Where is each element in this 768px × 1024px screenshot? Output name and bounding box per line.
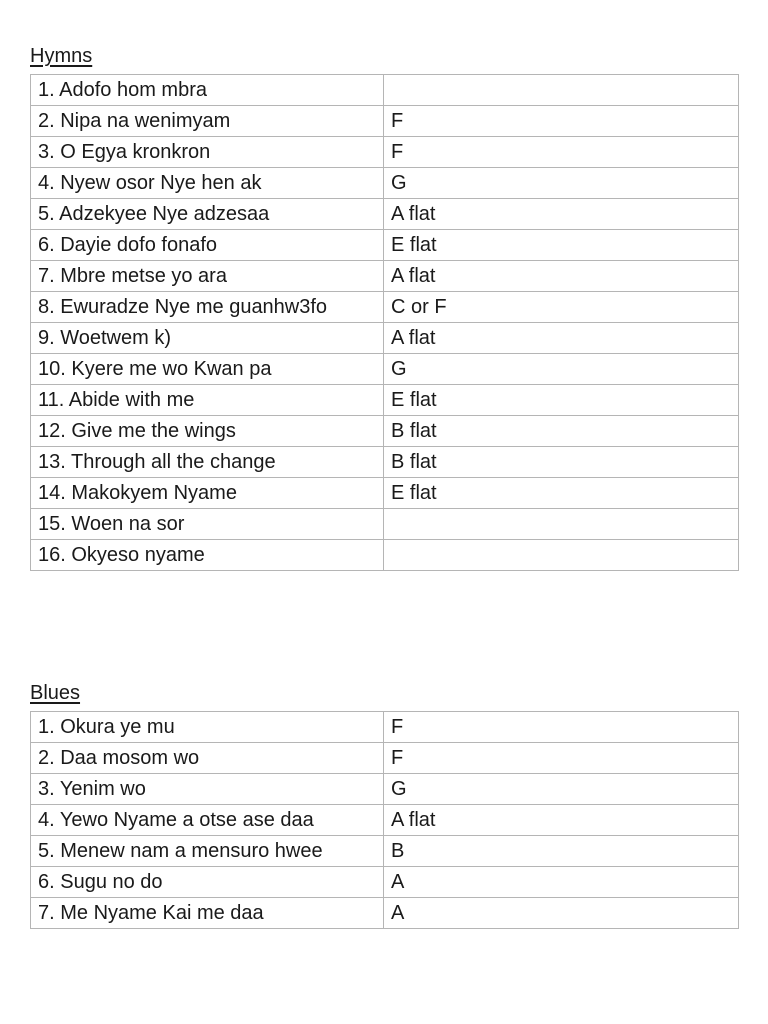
song-key-cell — [384, 75, 739, 106]
table-row — [31, 323, 739, 354]
table-row — [31, 168, 739, 199]
table-row — [31, 447, 739, 478]
song-key-cell: G — [384, 354, 739, 385]
song-title-cell: 13. Through all the change — [31, 447, 384, 478]
song-key-cell — [384, 540, 739, 571]
song-title-cell: 2. Daa mosom wo — [31, 743, 384, 774]
song-key-cell: F — [384, 712, 739, 743]
table-row — [31, 385, 739, 416]
blues-title: Blues — [30, 682, 81, 704]
table-row — [31, 540, 739, 571]
song-key-cell: C or F — [384, 292, 739, 323]
song-title-cell: 6. Sugu no do — [31, 867, 384, 898]
song-title-cell: 6. Dayie dofo fonafo — [31, 230, 384, 261]
song-title-cell: 8. Ewuradze Nye me guanhw3fo — [31, 292, 384, 323]
song-key-cell: A flat — [384, 805, 739, 836]
table-row — [31, 230, 739, 261]
song-title-cell: 9. Woetwem k) — [31, 323, 384, 354]
song-title-cell: 11. Abide with me — [31, 385, 384, 416]
song-key-cell: A flat — [384, 199, 739, 230]
hymns-section — [30, 43, 738, 571]
table-row — [31, 292, 739, 323]
table-row — [31, 774, 739, 805]
song-key-cell: A flat — [384, 261, 739, 292]
table-row — [31, 261, 739, 292]
table-row — [31, 509, 739, 540]
table-row — [31, 199, 739, 230]
table-row — [31, 743, 739, 774]
song-title-cell: 1. Adofo hom mbra — [31, 75, 384, 106]
song-title-cell: 1. Okura ye mu — [31, 712, 384, 743]
song-title-cell: 7. Mbre metse yo ara — [31, 261, 384, 292]
song-key-cell: B — [384, 836, 739, 867]
table-row — [31, 416, 739, 447]
table-row — [31, 354, 739, 385]
table-row — [31, 898, 739, 929]
blues-section — [30, 680, 738, 929]
song-key-cell: F — [384, 106, 739, 137]
song-key-cell: F — [384, 137, 739, 168]
table-row — [31, 805, 739, 836]
song-key-cell: E flat — [384, 230, 739, 261]
song-key-cell: G — [384, 168, 739, 199]
song-title-cell: 3. Yenim wo — [31, 774, 384, 805]
song-key-cell — [384, 509, 739, 540]
song-title-cell: 2. Nipa na wenimyam — [31, 106, 384, 137]
song-title-cell: 7. Me Nyame Kai me daa — [31, 898, 384, 929]
song-title-cell: 5. Adzekyee Nye adzesaa — [31, 199, 384, 230]
song-title-cell: 12. Give me the wings — [31, 416, 384, 447]
song-key-cell: B flat — [384, 447, 739, 478]
song-key-cell: B flat — [384, 416, 739, 447]
table-row — [31, 137, 739, 168]
table-row — [31, 106, 739, 137]
blues-table-body — [31, 712, 739, 929]
blues-table — [30, 711, 739, 929]
table-row — [31, 75, 739, 106]
song-title-cell: 10. Kyere me wo Kwan pa — [31, 354, 384, 385]
song-title-cell: 14. Makokyem Nyame — [31, 478, 384, 509]
table-row — [31, 478, 739, 509]
song-title-cell: 3. O Egya kronkron — [31, 137, 384, 168]
song-title-cell: 15. Woen na sor — [31, 509, 384, 540]
table-row — [31, 836, 739, 867]
song-key-cell: E flat — [384, 478, 739, 509]
hymns-title: Hymns — [30, 45, 93, 67]
song-key-cell: F — [384, 743, 739, 774]
song-title-cell: 4. Nyew osor Nye hen ak — [31, 168, 384, 199]
song-title-cell: 5. Menew nam a mensuro hwee — [31, 836, 384, 867]
song-key-cell: A flat — [384, 323, 739, 354]
table-row — [31, 712, 739, 743]
song-key-cell: E flat — [384, 385, 739, 416]
song-key-cell: A — [384, 867, 739, 898]
table-row — [31, 867, 739, 898]
song-key-cell: A — [384, 898, 739, 929]
song-title-cell: 4. Yewo Nyame a otse ase daa — [31, 805, 384, 836]
hymns-table-body — [31, 75, 739, 571]
hymns-table — [30, 74, 739, 571]
song-title-cell: 16. Okyeso nyame — [31, 540, 384, 571]
song-key-cell: G — [384, 774, 739, 805]
